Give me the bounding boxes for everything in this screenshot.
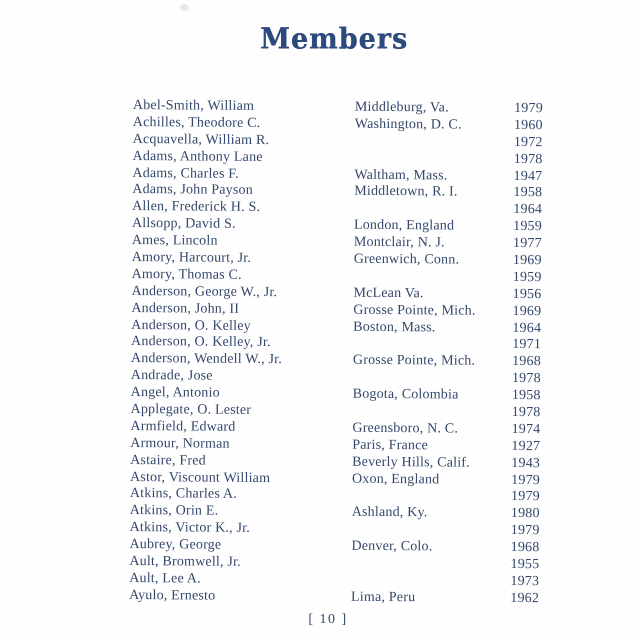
member-location: [351, 556, 494, 574]
member-year: 1956: [512, 286, 542, 303]
member-year: 1979: [511, 472, 541, 488]
member-name: Ault, Lee A.: [129, 570, 201, 587]
member-name: Adams, John Payson: [132, 182, 254, 199]
member-location: [354, 201, 497, 219]
member-year: 1979: [511, 489, 540, 505]
member-location: [353, 370, 496, 388]
member-year: 1959: [512, 269, 542, 286]
member-location: Bogota, Colombia: [352, 386, 459, 403]
member-location: [352, 522, 495, 540]
member-year: 1927: [511, 438, 541, 455]
member-location: Oxon, England: [351, 471, 440, 488]
member-location: Denver, Colo.: [351, 538, 433, 555]
member-year: 1964: [512, 320, 542, 336]
member-location: [353, 336, 496, 354]
page-title: Members: [259, 22, 409, 57]
member-year: 1978: [513, 151, 543, 167]
member-name: Anderson, Wendell W., Jr.: [130, 351, 283, 368]
member-location: Beverly Hills, Calif.: [352, 454, 470, 471]
member-year: 1971: [512, 337, 542, 353]
member-row: [129, 588, 539, 608]
member-name: Ames, Lincoln: [131, 233, 218, 249]
member-name: Armour, Norman: [130, 435, 230, 452]
member-year: 1978: [511, 371, 541, 387]
member-year: 1977: [512, 236, 542, 252]
member-location: London, England: [353, 217, 455, 234]
member-location: Waltham, Mass.: [354, 167, 448, 184]
member-name: Ault, Bromwell, Jr.: [129, 554, 241, 570]
member-location: Paris, France: [352, 437, 429, 454]
member-location: Middleburg, Va.: [354, 99, 449, 116]
member-location: Greenwich, Conn.: [353, 251, 460, 268]
member-year: 1947: [513, 168, 543, 184]
member-year: 1980: [510, 506, 540, 522]
member-location: [352, 488, 495, 506]
member-year: 1972: [513, 134, 543, 150]
member-name: Anderson, George W., Jr.: [131, 283, 278, 300]
member-location: [354, 269, 497, 287]
member-location: [351, 573, 494, 591]
member-year: 1968: [512, 354, 541, 370]
member-location: Grosse Pointe, Mich.: [353, 302, 476, 319]
member-name: Achilles, Theodore C.: [132, 114, 261, 131]
member-name: Atkins, Charles A.: [129, 486, 237, 503]
member-year: 1969: [512, 303, 542, 319]
member-year: 1958: [511, 388, 541, 404]
member-year: 1964: [513, 202, 543, 218]
member-year: 1962: [510, 590, 540, 607]
member-name: Adams, Anthony Lane: [132, 148, 263, 165]
member-location: [352, 404, 495, 422]
member-year: 1974: [511, 421, 541, 438]
member-location: Middletown, R. I.: [354, 184, 458, 201]
member-name: Anderson, O. Kelley: [131, 317, 251, 334]
page-number: [ 10 ]: [308, 612, 348, 627]
member-location: Boston, Mass.: [353, 319, 436, 335]
member-name: Astaire, Fred: [130, 452, 206, 469]
member-year: 1959: [513, 219, 543, 235]
member-name: Amory, Thomas C.: [131, 266, 242, 283]
member-year: 1978: [511, 405, 541, 421]
member-name: Atkins, Victor K., Jr.: [129, 520, 251, 537]
member-year: 1958: [513, 185, 543, 201]
member-name: Allen, Frederick H. S.: [132, 199, 261, 216]
member-name: Aubrey, George: [129, 537, 222, 553]
member-location: [355, 134, 498, 152]
member-location: Montclair, N. J.: [353, 234, 445, 251]
member-name: Armfield, Edward: [130, 418, 236, 435]
member-name: Atkins, Orin E.: [129, 503, 219, 520]
member-year: 1979: [510, 523, 540, 539]
member-name: Andrade, Jose: [130, 368, 213, 384]
member-name: Applegate, O. Lester: [130, 402, 252, 418]
member-location: Lima, Peru: [351, 589, 416, 606]
member-location: McLean Va.: [353, 285, 424, 302]
member-name: Ayulo, Ernesto: [129, 587, 216, 604]
member-year: 1955: [510, 557, 540, 573]
member-year: 1969: [512, 253, 542, 269]
member-name: Anderson, John, II: [131, 300, 240, 317]
member-location: Ashland, Ky.: [351, 505, 428, 521]
member-location: [354, 150, 497, 168]
member-name: Amory, Harcourt, Jr.: [131, 250, 252, 266]
member-name: Astor, Viscount William: [129, 469, 271, 486]
members-list: [129, 98, 543, 608]
member-location: Greensboro, N. C.: [352, 420, 459, 437]
member-name: Anderson, O. Kelley, Jr.: [131, 334, 271, 351]
member-year: 1979: [514, 100, 543, 117]
member-year: 1943: [511, 455, 541, 471]
member-year: 1960: [513, 117, 543, 134]
member-location: Grosse Pointe, Mich.: [352, 353, 476, 370]
member-name: Allsopp, David S.: [131, 216, 236, 233]
member-name: Adams, Charles F.: [132, 165, 239, 182]
member-location: Washington, D. C.: [354, 116, 462, 133]
scan-smudge: [180, 4, 189, 11]
member-year: 1968: [510, 540, 540, 556]
member-name: Angel, Antonio: [130, 385, 220, 401]
member-name: Acquavella, William R.: [132, 131, 270, 148]
member-year: 1973: [510, 573, 540, 590]
member-name: Abel-Smith, William: [132, 98, 255, 114]
